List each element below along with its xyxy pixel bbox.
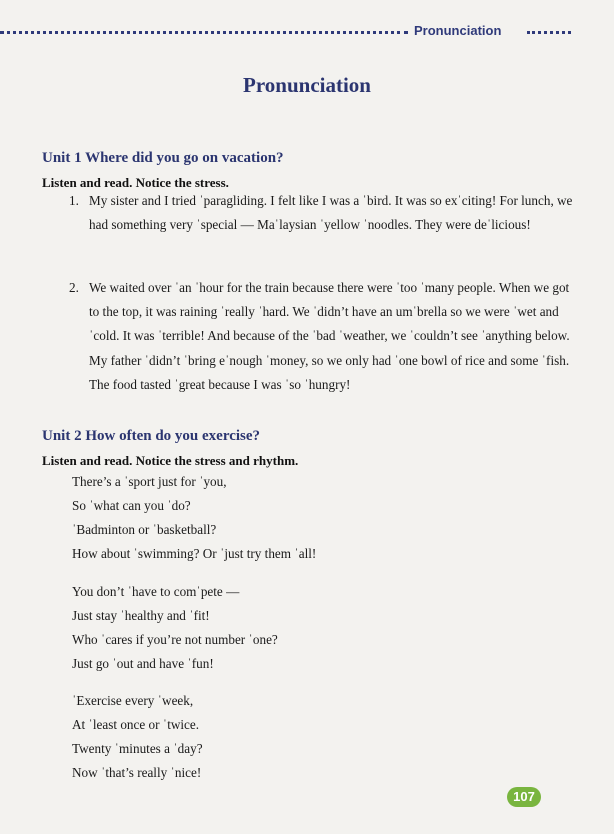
poem-line: At ˈleast once or ˈtwice. bbox=[72, 717, 200, 732]
page-number-badge: 107 bbox=[507, 787, 541, 807]
unit2-instruction: Listen and read. Notice the stress and rhythm. bbox=[42, 453, 299, 468]
unit1-heading: Unit 1 Where did you go on vacation? bbox=[42, 150, 284, 166]
poem-line: ˈBadminton or ˈbasketball? bbox=[72, 522, 217, 537]
unit2-heading: Unit 2 How often do you exercise? bbox=[42, 428, 261, 444]
poem-line: You don’t ˈhave to comˈpete — bbox=[72, 584, 240, 599]
unit1-item-2 bbox=[69, 276, 579, 397]
header-dotted-rule-right bbox=[527, 31, 571, 34]
header-dotted-rule bbox=[0, 31, 408, 34]
page-title: Pronunciation bbox=[243, 73, 371, 97]
poem-line: Who ˈcares if you’re not number ˈone? bbox=[72, 632, 278, 647]
item-text: My sister and I tried ˈparagliding. I felt like I was a ˈbird. It was so exˈciting! For lunch, we had something very ˈspecial — Maˈlaysian ˈyellow ˈnoodles. They were deˈlicious! bbox=[89, 193, 573, 233]
item-text: We waited over ˈan ˈhour for the train because there were ˈtoo ˈmany people. When we got to the top, it was raining ˈreally ˈhard. We ˈdidn’t have an umˈbrella so we were ˈwet and ˈcold. It was ˈterrible! And because of the ˈbad ˈweather, we ˈcouldn’t see ˈanything below. My father ˈdidn’t ˈbring eˈnough ˈmoney, so we only had ˈone bowl of rice and some ˈfish. The food tasted ˈgreat because I was ˈso ˈhungry! bbox=[89, 280, 570, 392]
running-header bbox=[0, 20, 614, 42]
poem-line: Now ˈthat’s really ˈnice! bbox=[72, 765, 202, 780]
item-number: 2. bbox=[69, 280, 79, 295]
poem-line: ˈExercise every ˈweek, bbox=[72, 693, 194, 708]
unit1-item-1 bbox=[69, 189, 579, 237]
poem-line: Twenty ˈminutes a ˈday? bbox=[72, 741, 203, 756]
header-label: Pronunciation bbox=[414, 23, 502, 38]
poem-line: Just go ˈout and have ˈfun! bbox=[72, 656, 214, 671]
poem-line: So ˈwhat can you ˈdo? bbox=[72, 498, 191, 513]
unit1-instruction: Listen and read. Notice the stress. bbox=[42, 175, 229, 190]
poem-line: How about ˈswimming? Or ˈjust try them ˈall! bbox=[72, 546, 317, 561]
item-number: 1. bbox=[69, 193, 79, 208]
poem-line: There’s a ˈsport just for ˈyou, bbox=[72, 474, 227, 489]
poem-line: Just stay ˈhealthy and ˈfit! bbox=[72, 608, 210, 623]
